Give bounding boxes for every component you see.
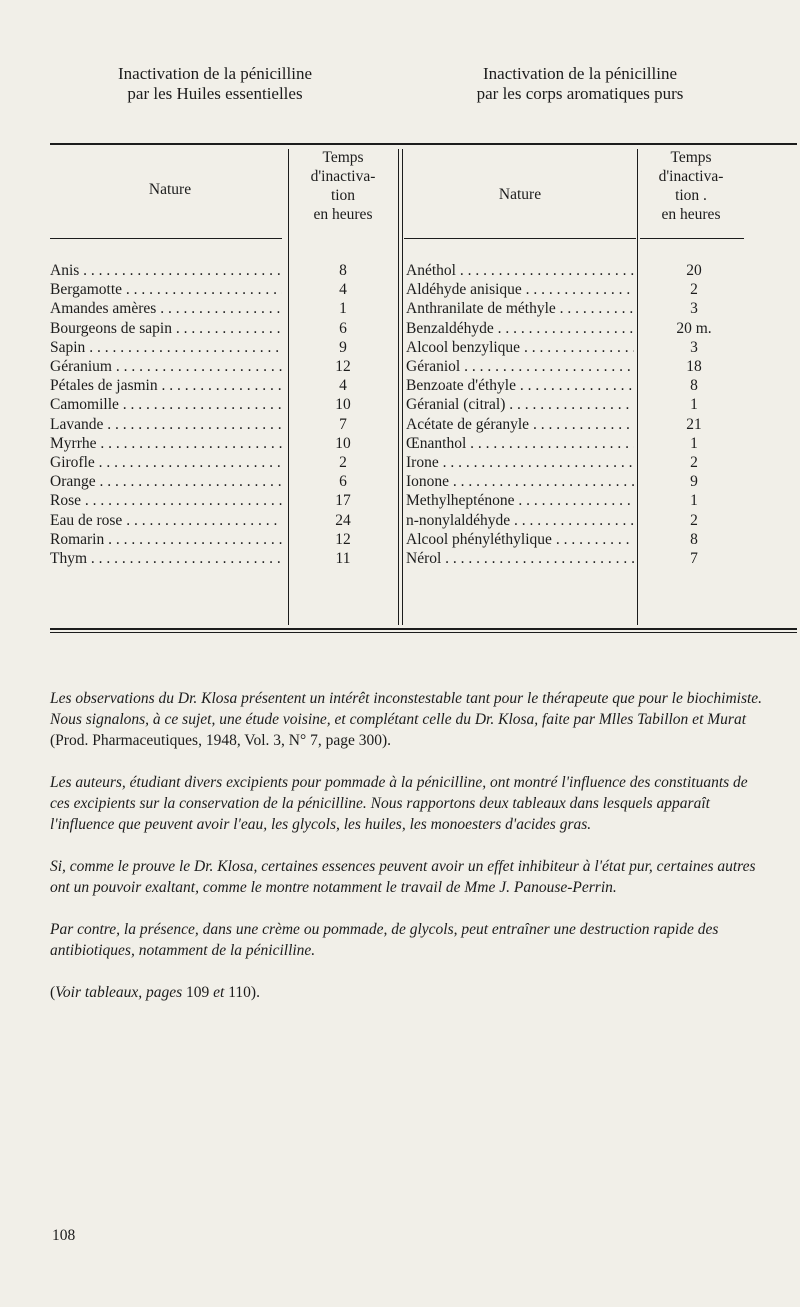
table-row: [0, 549, 800, 568]
row-nature: Géranium . . .: [50, 357, 282, 376]
row-time: 2: [690, 281, 698, 299]
row-nature: Alcool phényléthylique . . .: [406, 530, 634, 549]
header-underline-time: [640, 238, 744, 239]
table-row: [0, 280, 800, 299]
row-nature: Thym . . .: [50, 549, 282, 568]
row-time: 3: [690, 338, 698, 356]
table-row: [0, 472, 800, 491]
row-nature: Géraniol . . .: [406, 357, 634, 376]
row-time: 1: [690, 434, 698, 452]
row-nature: Orange . . .: [50, 472, 282, 491]
row-nature: Irone . . .: [406, 453, 634, 472]
row-time: 17: [335, 492, 351, 510]
row-time: 10: [335, 434, 351, 452]
row-nature: Methylhepténone . . .: [406, 491, 634, 510]
header-time-right: Temps d'inactiva- tion . en heures: [658, 149, 724, 223]
row-time: 18: [686, 358, 702, 375]
table-bottom-rule: [50, 628, 797, 630]
paragraph-klosa: Si, comme le prouve le Dr. Klosa, certaines essences peuvent avoir un effet inhibiteur à l'état pur, certaines autres ont un pouvoir exaltant, comme le montre notamment le travail de Mme J. Panouse-Perrin.: [50, 858, 756, 896]
row-nature: Anis . . .: [50, 261, 282, 280]
row-nature: Géranial (citral) . . .: [406, 395, 634, 414]
paragraph-observations: Les observations du Dr. Klosa présentent un intérêt inconstestable tant pour le thérapeute que pour le biochimiste. Nous signalons, à ce sujet, une étude voisine, et complétant celle du Dr. Klosa, faite par Mlles Tabillon et Murat (Prod. Pharmaceutiques, 1948, Vol. 3, N° 7, page 300).: [50, 690, 763, 749]
row-time: 1: [339, 300, 347, 318]
table-row: [0, 434, 800, 453]
table-row: [0, 530, 800, 549]
row-nature: Girofle . . .: [50, 453, 282, 472]
row-nature: Benzaldéhyde . . .: [406, 319, 634, 338]
row-time: 6: [339, 319, 347, 337]
row-nature: n-nonylaldéhyde . . .: [406, 511, 634, 530]
row-nature: Benzoate d'éthyle . . .: [406, 376, 634, 395]
row-nature: Nérol . . .: [406, 549, 634, 568]
page-number: 108: [52, 1227, 76, 1244]
table-row: [0, 415, 800, 434]
header-underline-right: [404, 238, 636, 239]
row-time: 21: [686, 415, 702, 433]
header-nature-right: Nature: [498, 186, 542, 203]
row-time: 8: [690, 377, 698, 395]
row-nature: Eau de rose . . .: [50, 511, 282, 530]
header-underline-left: [50, 238, 282, 239]
right-table-title: Inactivation de la pénicilline par les corps aromatiques purs: [476, 64, 684, 103]
table-row: [0, 511, 800, 530]
row-time: 10: [335, 396, 351, 414]
row-time: 6: [339, 473, 347, 491]
row-time: 3: [690, 300, 698, 318]
row-time: 8: [339, 262, 347, 279]
row-time: 7: [690, 550, 698, 567]
row-time: 12: [335, 358, 351, 375]
row-nature: Œnanthol . . .: [406, 434, 634, 453]
row-nature: Camomille . . .: [50, 395, 282, 414]
row-nature: Bergamotte . . .: [50, 280, 282, 299]
row-nature: Amandes amères . . .: [50, 299, 282, 318]
table-row: [0, 338, 800, 357]
left-table-title: Inactivation de la pénicilline par les Huiles essentielles: [117, 64, 312, 103]
row-nature: Anéthol . . .: [406, 261, 634, 280]
row-time: 2: [690, 511, 698, 529]
table-row: [0, 376, 800, 395]
row-time: 7: [339, 415, 347, 433]
table-row: [0, 453, 800, 472]
row-nature: Sapin . . .: [50, 338, 282, 357]
row-nature: Anthranilate de méthyle . . .: [406, 299, 634, 318]
table-row: [0, 357, 800, 376]
header-nature-left: Nature: [148, 181, 192, 198]
row-nature: Romarin . . .: [50, 530, 282, 549]
table-row: [0, 395, 800, 414]
table-row: [0, 299, 800, 318]
row-time: 4: [339, 281, 347, 299]
table-top-rule: [50, 143, 797, 145]
row-time: 4: [339, 377, 347, 395]
row-time: 11: [335, 550, 351, 567]
row-time: 1: [690, 492, 698, 510]
row-time: 9: [339, 338, 347, 356]
row-nature: Rose . . .: [50, 491, 282, 510]
row-nature: Lavande . . .: [50, 415, 282, 434]
row-time: 20: [686, 262, 702, 279]
row-nature: Aldéhyde anisique . . .: [406, 280, 634, 299]
paragraph-voir-tableaux: (Voir tableaux, pages 109 et 110).: [50, 984, 260, 1001]
row-nature: Bourgeons de sapin . . .: [50, 319, 282, 338]
row-time: 2: [690, 454, 698, 471]
row-time: 12: [335, 530, 351, 548]
row-nature: Myrrhe . . .: [50, 434, 282, 453]
row-nature: Alcool benzylique . . .: [406, 338, 634, 357]
row-time: 8: [690, 530, 698, 548]
row-time: 9: [690, 473, 698, 491]
table-bottom-rule-thin: [50, 632, 797, 633]
paragraph-glycols: Par contre, la présence, dans une crème ou pommade, de glycols, peut entraîner une destruction rapide des antibiotiques, notamment de la pénicilline.: [50, 921, 719, 959]
row-time: 20 m.: [676, 319, 712, 337]
paragraph-auteurs: Les auteurs, étudiant divers excipients pour pommade à la pénicilline, ont montré l'influence des constituants de ces excipients sur la conservation de la pénicilline. Nous rapportons deux tableaux dans lesquels apparaît l'influence que peuvent avoir l'eau, les glycols, les huiles, les monoesters d'acides gras.: [50, 774, 748, 833]
row-nature: Acétate de géranyle . . .: [406, 415, 634, 434]
row-nature: Pétales de jasmin . . .: [50, 376, 282, 395]
row-time: 2: [339, 454, 347, 471]
table-row: [0, 491, 800, 510]
row-time: 1: [690, 396, 698, 414]
header-time-left: Temps d'inactiva- tion en heures: [310, 149, 376, 223]
row-time: 24: [335, 511, 351, 529]
row-nature: Ionone . . .: [406, 472, 634, 491]
table-row: [0, 319, 800, 338]
table-row: [0, 261, 800, 280]
